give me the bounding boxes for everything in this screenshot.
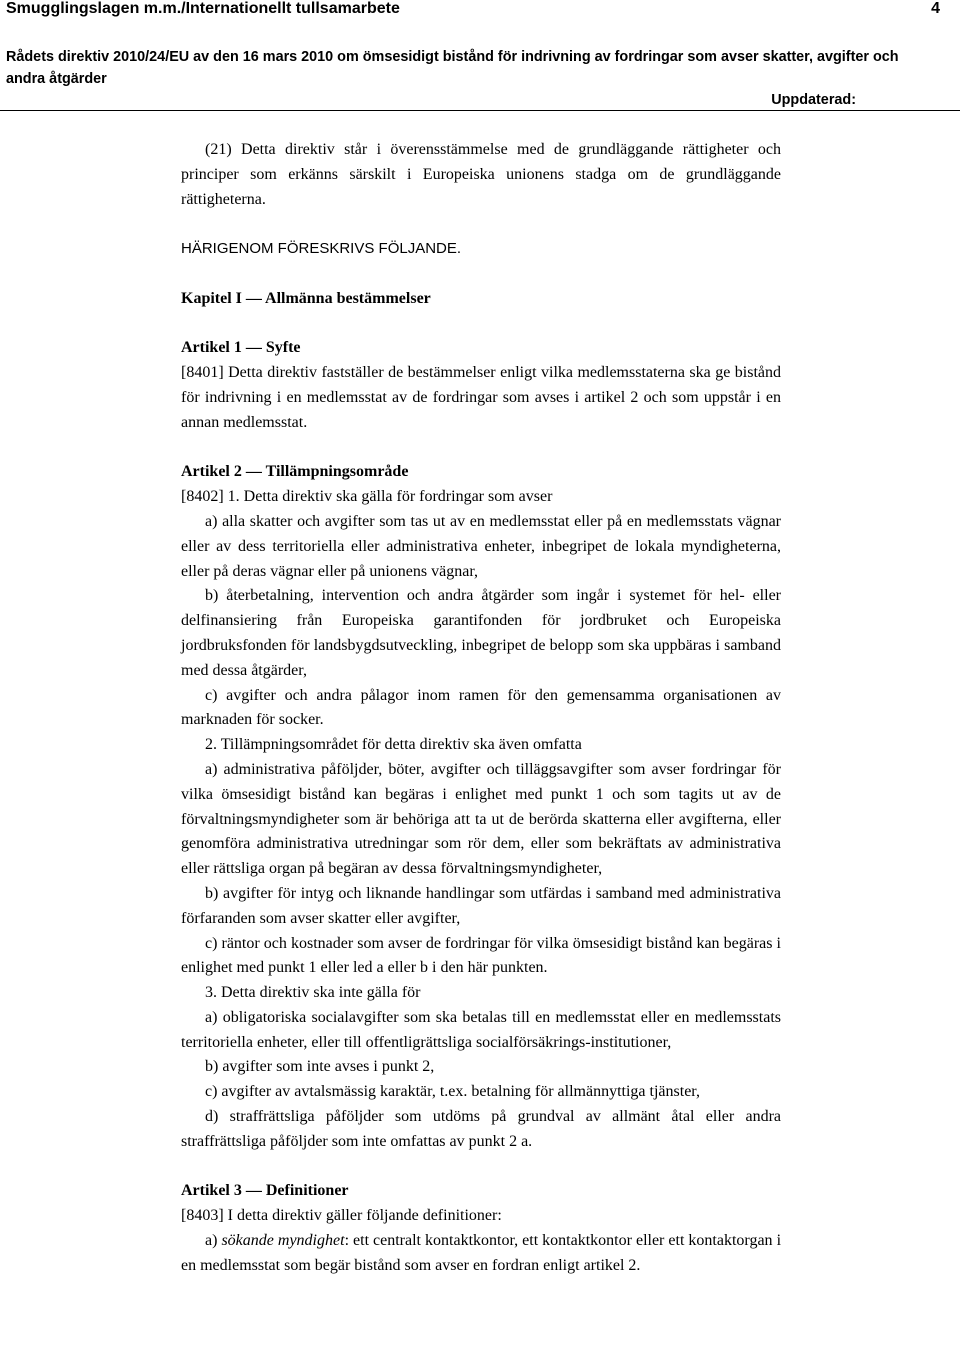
article-1-text: [8401] Detta direktiv fastställer de bestämmelser enligt vilka medlemsstaterna ska ge bistånd för indrivning i en medlemsstat av de fordringar som avses i artikel 2 och som uppstår i en annan medlemsstat. bbox=[181, 364, 781, 431]
article-3-intro: [8403] I detta direktiv gäller följande definitioner: bbox=[181, 1207, 502, 1225]
article-2-para-3b: b) avgifter som inte avses i punkt 2, bbox=[205, 1058, 435, 1076]
enactment-formula: HÄRIGENOM FÖRESKRIVS FÖLJANDE. bbox=[181, 240, 462, 258]
article-2-para-3c: c) avgifter av avtalsmässig karaktär, t.ex. betalning för allmännyttiga tjänster, bbox=[205, 1083, 700, 1101]
header-title: Smugglingslagen m.m./Internationellt tullsamarbete bbox=[6, 0, 400, 17]
article-2-para-2: 2. Tillämpningsområdet för detta direktiv ska även omfatta bbox=[205, 736, 582, 754]
article-2-para-3d: d) straffrättsliga påföljder som utdöms på grundval av allmänt åtal eller andra straffrättsliga påföljder som inte omfattas av punkt 2 a. bbox=[181, 1108, 781, 1150]
recital-21: (21) Detta direktiv står i överensstämmelse med de grundläggande rättigheter och principer som erkänns särskilt i Europeiska unionens stadga om de grundläggande rättigheterna. bbox=[181, 141, 781, 208]
page-number: 4 bbox=[931, 0, 940, 17]
article-2-para-2c: c) räntor och kostnader som avser de fordringar för vilka ömsesidigt bistånd kan begäras i enlighet med punkt 1 eller led a eller b i den här punkten. bbox=[181, 934, 781, 977]
updated-label: Uppdaterad: bbox=[771, 92, 856, 108]
article-2-para-1b: b) återbetalning, intervention och andra åtgärder som ingår i systemet för hel- eller delfinansiering från Europeiska garantifonden för jordbruket och Europeiska jordbruksfonden för landsbygdsutveckling, inbegripet de belopp som ska uppbäras i samband med dessa åtgärder, bbox=[181, 587, 781, 679]
article-2-para-1: [8402] 1. Detta direktiv ska gälla för fordringar som avser bbox=[181, 488, 553, 506]
article-1-heading: Artikel 1 — Syfte bbox=[181, 339, 301, 357]
page-header bbox=[0, 0, 960, 112]
chapter-heading: Kapitel I — Allmänna bestämmelser bbox=[181, 289, 431, 307]
article-3-definition-a bbox=[181, 1229, 781, 1279]
article-2-para-1a: a) alla skatter och avgifter som tas ut av en medlemsstat eller på en medlemsstats vägnar eller av dess territoriella eller administrativa enheter, inbegripet de lokala myndigheterna, eller på deras vägnar eller på unionens vägnar, bbox=[181, 512, 781, 580]
article-2-para-2b: b) avgifter för intyg och liknande handlingar som utfärdas i samband med administrativa förfaranden som avser skatter eller avgifter, bbox=[181, 884, 781, 927]
definition-a-prefix: a) bbox=[205, 1232, 222, 1250]
document-body bbox=[181, 138, 781, 1279]
article-2-para-3: 3. Detta direktiv ska inte gälla för bbox=[205, 984, 421, 1002]
definition-a-text: : ett centralt kontaktkontor, ett kontaktkontor eller ett kontaktorgan i en medlemsstat som begär bistånd som avser en fordran enligt artikel 2. bbox=[181, 1232, 782, 1274]
article-2-para-3a: a) obligatoriska socialavgifter som ska betalas till en medlemsstat eller en medlemsstats territoriella enheter, eller till offentligrättsliga socialförsäkrings-institutioner, bbox=[181, 1008, 781, 1051]
header-divider bbox=[0, 110, 960, 111]
article-2-para-1c: c) avgifter och andra pålagor inom ramen för den gemensamma organisationen av marknaden för socker. bbox=[181, 686, 781, 729]
article-2-heading: Artikel 2 — Tillämpningsområde bbox=[181, 463, 409, 481]
definition-a-term: sökande myndighet bbox=[221, 1232, 345, 1250]
article-2-para-2a: a) administrativa påföljder, böter, avgifter och tilläggsavgifter som avser fordringar för vilka ömsesidigt bistånd kan begäras i enlighet med punkt 1 och som tagits ut av de förvaltningsmyndigheter som är behöriga att ta ut de berörda skatterna eller avgifterna, eller genomföra administrativa utredningar som rör dem, eller som bekräftats av administrativa eller rättsliga organ på begäran av dessa förvaltningsmyndigheter, bbox=[181, 760, 781, 878]
article-3-heading: Artikel 3 — Definitioner bbox=[181, 1182, 349, 1200]
header-subtitle: Rådets direktiv 2010/24/EU av den 16 mars 2010 om ömsesidigt bistånd för indrivning av fordringar som avser skatter, avgifter och andra åtgärder bbox=[6, 49, 899, 87]
